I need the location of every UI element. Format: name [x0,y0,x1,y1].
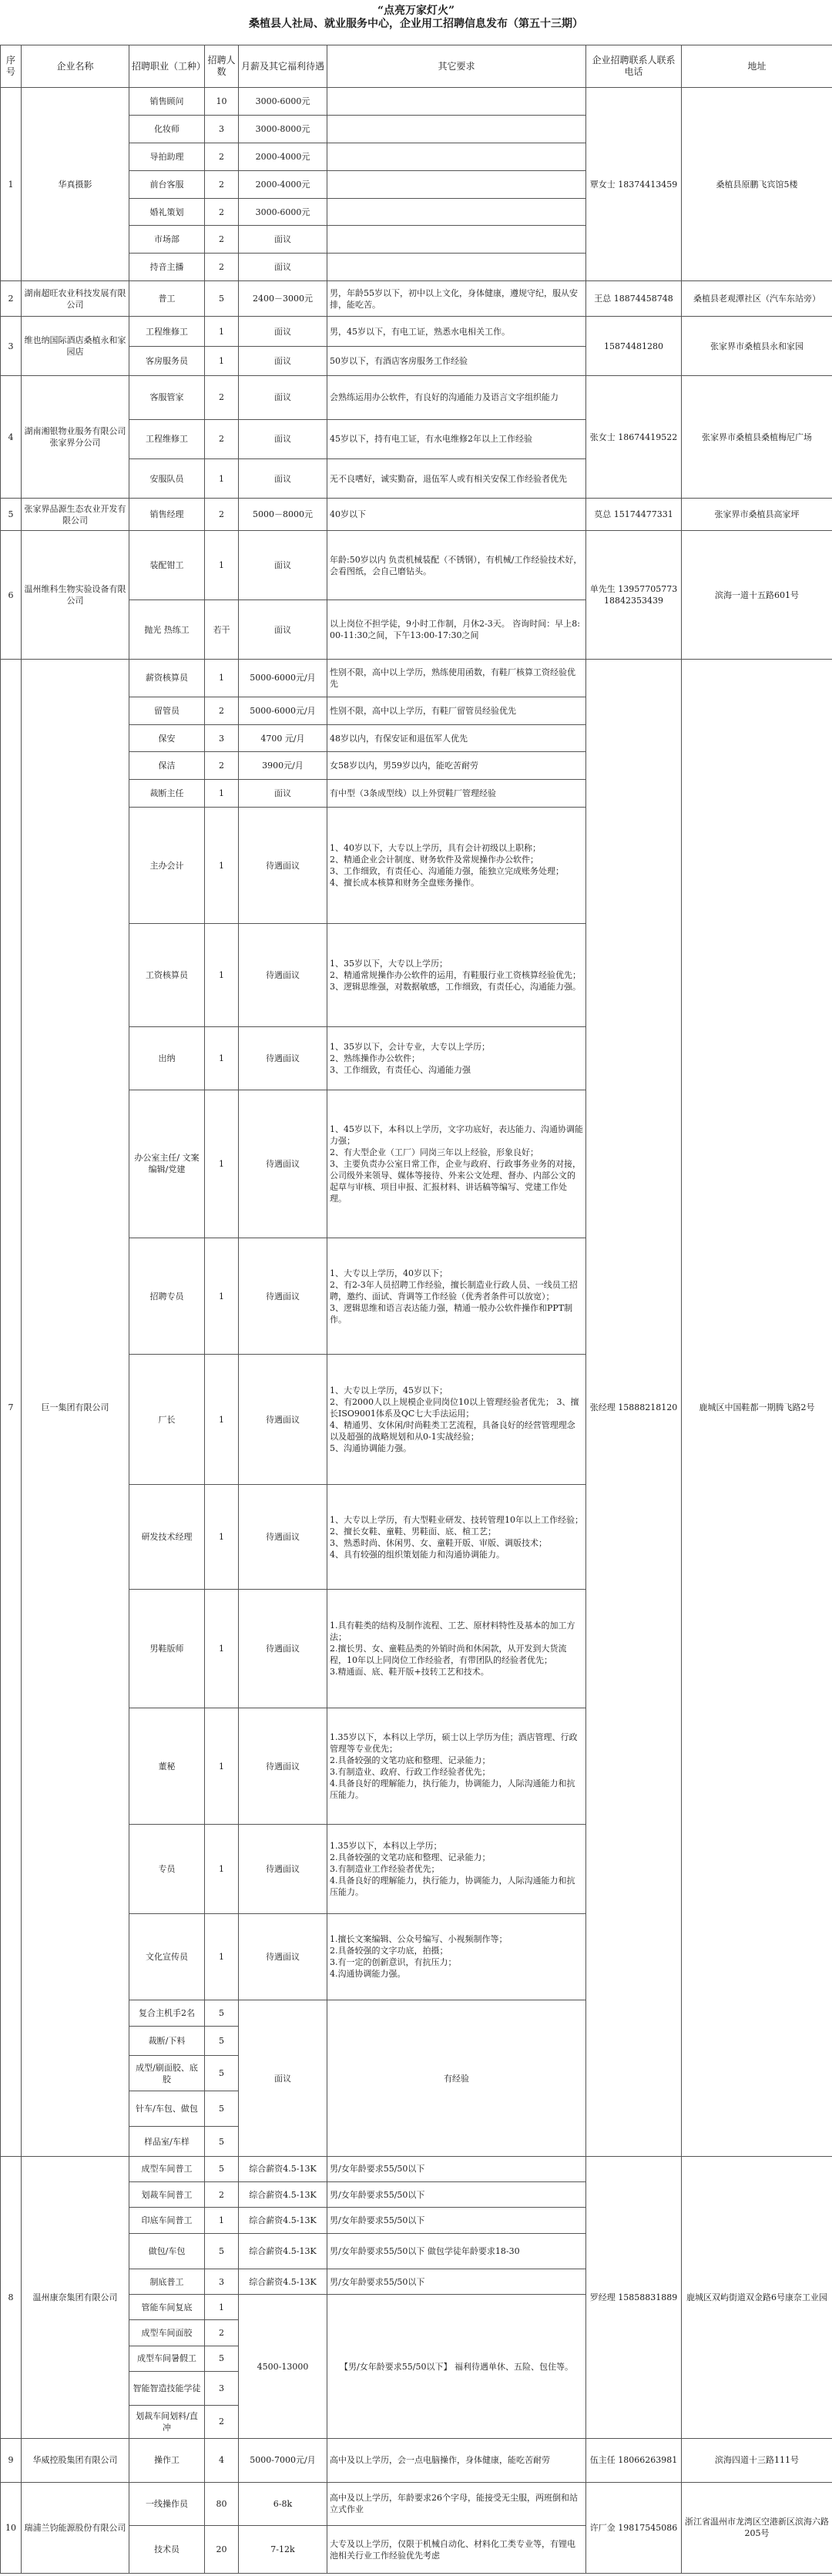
count-cell: 2 [205,697,239,724]
position-cell: 样品室/车样 [129,2127,205,2156]
company-seq: 8 [1,2156,22,2438]
requirements-cell: 1、大专以上学历，有大型鞋业研发、技转管理10年以上工作经验； 2、擅长女鞋、童鞋、男鞋面、底、楦工艺； 3、熟悉时尚、休闲男、女、童鞋开版、审版、调版技术； 4、具有较强的组织策划能力和沟通协调能力。 [327,1485,586,1590]
count-cell: 2 [205,170,239,198]
position-cell: 针车/车包、做包 [129,2091,205,2127]
salary-cell: 2400－3000元 [239,281,327,317]
address-cell: 滨海四道十三路111号 [682,2439,832,2482]
salary-cell: 待遇面议 [239,1026,327,1090]
company-seq: 6 [1,531,22,660]
position-cell: 办公室主任/ 文案编辑/党建 [129,1090,205,1238]
position-cell: 研发技术经理 [129,1485,205,1590]
company-seq: 4 [1,376,22,499]
company-seq: 5 [1,499,22,531]
salary-cell: 待遇面议 [239,1825,327,1913]
requirements-cell: 女58岁以内，男59岁以内，能吃苦耐劳 [327,752,586,780]
count-cell: 2 [205,752,239,780]
count-cell: 3 [205,2269,239,2294]
count-cell: 1 [205,1355,239,1485]
count-cell: 80 [205,2482,239,2525]
requirements-cell: 男，年龄55岁以下，初中以上文化，身体健康，遵规守纪，服从安排，能吃苦。 [327,281,586,317]
count-cell: 10 [205,88,239,116]
count-cell: 1 [205,346,239,375]
salary-cell: 面议 [239,317,327,346]
requirements-cell: 以上岗位不担学徒，9小时工作制，月休2-3天。 咨询时间：早上8:00-11:30之间，下午13:00-17:30之间 [327,600,586,660]
contact-cell: 罗经理 15858831889 [586,2156,682,2438]
count-cell: 5 [205,2156,239,2181]
salary-cell: 综合薪资4.5-13K [239,2182,327,2208]
requirements-cell: 性别不限，高中以上学历，有鞋厂留管员经验优先 [327,697,586,724]
requirements-cell [327,88,586,116]
count-cell: 2 [205,419,239,458]
requirements-cell: 男/女年龄要求55/50以下 [327,2182,586,2208]
header-position: 招聘职业（工种） [129,45,205,88]
company-seq: 2 [1,281,22,317]
requirements-cell: 男/女年龄要求55/50以下 [327,2156,586,2181]
salary-cell: 待遇面议 [239,1708,327,1825]
contact-cell: 莫总 15174477331 [586,499,682,531]
position-cell: 主办会计 [129,808,205,924]
header-count: 招聘人数 [205,45,239,88]
position-cell: 成型车间暑假工 [129,2346,205,2371]
contact-cell: 覃女士 18374413459 [586,88,682,281]
position-cell: 划裁车间普工 [129,2182,205,2208]
requirements-cell: 1、35岁以下，大专以上学历； 2、精通常规操作办公软件的运用，有鞋服行业工资核算经验优先； 3、逻辑思维强，对数据敏感，工作细致，有责任心，沟通能力强。 [327,924,586,1026]
count-cell: 1 [205,1485,239,1590]
position-cell: 做包/车包 [129,2233,205,2269]
header-seq: 序号 [1,45,22,88]
salary-cell: 2000-4000元 [239,170,327,198]
count-cell: 5 [205,281,239,317]
salary-cell: 4700 元/月 [239,724,327,752]
title-line-2: 桑植县人社局、就业服务中心，企业用工招聘信息发布（第五十三期） [249,18,583,30]
address-cell: 张家界市桑植县桑植梅尼广场 [682,376,832,499]
requirements-cell: 45岁以下，持有电工证，有水电维修2年以上工作经验 [327,419,586,458]
salary-cell: 待遇面议 [239,808,327,924]
requirements-cell: 40岁以下 [327,499,586,531]
company-name: 湖南湘银物业服务有限公司张家界分公司 [22,376,129,499]
position-cell: 文化宣传员 [129,1913,205,2000]
position-cell: 导拍助理 [129,143,205,170]
address-cell: 鹿城区双屿街道双金路6号康奈工业园 [682,2156,832,2438]
header-company: 企业名称 [22,45,129,88]
position-cell: 客服管家 [129,376,205,419]
contact-cell: 伍主任 18066263981 [586,2439,682,2482]
position-cell: 出纳 [129,1026,205,1090]
count-cell: 1 [205,1026,239,1090]
salary-cell: 6-8k [239,2482,327,2525]
count-cell: 2 [205,143,239,170]
requirements-cell: 年龄:50岁以内 负责机械装配（不锈钢），有机械/工作经验技术好，会看图纸，会自己磨钻头。 [327,531,586,600]
requirements-cell [327,254,586,281]
count-cell: 5 [205,2091,239,2127]
count-cell: 1 [205,2295,239,2320]
count-cell: 若干 [205,600,239,660]
count-cell: 1 [205,1825,239,1913]
salary-cell: 综合薪资4.5-13K [239,2233,327,2269]
count-cell: 1 [205,808,239,924]
count-cell: 1 [205,531,239,600]
count-cell: 2 [205,198,239,226]
requirements-cell: 1.35岁以下，本科以上学历，硕士以上学历为佳；酒店管理、行政管理等专业优先； 2.具备较强的文笔功底和整理、记录能力； 3.有制造业、政府、行政工作经验者优先； 4.具备良好的理解能力，执行能力，协调能力，人际沟通能力和抗压能力。 [327,1708,586,1825]
salary-cell: 待遇面议 [239,1590,327,1708]
requirements-cell: 高中及以上学历，年龄要求26个字母，能接受无尘服，两班倒和站立式作业 [327,2482,586,2525]
requirements-cell [327,226,586,254]
salary-cell: 面议 [239,458,327,498]
table-row [1,2482,832,2525]
address-cell: 张家界市桑植县高家坪 [682,499,832,531]
count-cell: 5 [205,2056,239,2091]
requirements-cell [327,170,586,198]
recruitment-table [0,45,832,2574]
requirements-cell: 男/女年龄要求55/50以下 [327,2269,586,2294]
salary-cell: 3000-6000元 [239,88,327,116]
salary-cell: 4500-13000 [239,2295,327,2439]
position-cell: 销售顾问 [129,88,205,116]
table-row [1,2439,832,2482]
position-cell: 成型车间普工 [129,2156,205,2181]
contact-cell: 王总 18874458748 [586,281,682,317]
position-cell: 印底车间普工 [129,2208,205,2233]
count-cell: 1 [205,780,239,808]
count-cell: 1 [205,1708,239,1825]
salary-cell: 7-12k [239,2526,327,2574]
position-cell: 划裁车间划料/直冲 [129,2405,205,2439]
position-cell: 复合主机手2名 [129,2000,205,2026]
salary-cell: 5000-6000元/月 [239,697,327,724]
title-line-1: “点亮万家灯火” [377,5,455,17]
count-cell: 5 [205,2026,239,2055]
company-name: 华真摄影 [22,88,129,281]
position-cell: 厂长 [129,1355,205,1485]
position-cell: 智能智造技能学徒 [129,2372,205,2406]
contact-cell: 15874481280 [586,317,682,376]
position-cell: 裁断/下料 [129,2026,205,2055]
salary-cell: 综合薪资4.5-13K [239,2208,327,2233]
position-cell: 留管员 [129,697,205,724]
address-cell: 滨海一道十五路601号 [682,531,832,660]
position-cell: 客房服务员 [129,346,205,375]
salary-cell: 待遇面议 [239,924,327,1026]
company-name: 维也纳国际酒店桑植永和家园店 [22,317,129,376]
address-cell: 浙江省温州市龙湾区空港新区滨海六路205号 [682,2482,832,2573]
requirements-cell: 无不良嗜好，诚实勤奋，退伍军人或有相关安保工作经验者优先 [327,458,586,498]
company-seq: 9 [1,2439,22,2482]
position-cell: 男鞋版师 [129,1590,205,1708]
table-row [1,2156,832,2181]
count-cell: 1 [205,1590,239,1708]
salary-cell: 5000-6000元/月 [239,660,327,697]
salary-cell: 待遇面议 [239,1090,327,1238]
salary-cell: 面议 [239,254,327,281]
header-salary: 月薪及其它福利待遇 [239,45,327,88]
company-seq: 1 [1,88,22,281]
count-cell: 1 [205,1090,239,1238]
count-cell: 5 [205,2127,239,2156]
position-cell: 保洁 [129,752,205,780]
requirements-cell: 大专及以上学历，仅限于机械自动化、材料化工类专业等，有锂电池相关行业工作经验优先考虑 [327,2526,586,2574]
requirements-cell: 1、35岁以下，会计专业，大专以上学历； 2、熟练操作办公软件； 3、工作细致，有责任心、沟通能力强 [327,1026,586,1090]
position-cell: 操作工 [129,2439,205,2482]
requirements-cell: 有经验 [327,2000,586,2156]
company-name: 瑞浦兰钧能源股份有限公司 [22,2482,129,2573]
salary-cell: 面议 [239,531,327,600]
contact-cell: 单先生 13957705773 18842353439 [586,531,682,660]
requirements-cell: 性别不限，高中以上学历，熟练使用函数，有鞋厂核算工资经验优先 [327,660,586,697]
requirements-cell: 男/女年龄要求55/50以下 做包学徒年龄要求18-30 [327,2233,586,2269]
count-cell: 2 [205,2405,239,2439]
header-address: 地址 [682,45,832,88]
count-cell: 3 [205,115,239,143]
count-cell: 2 [205,2320,239,2346]
requirements-cell: 48岁以内，有保安证和退伍军人优先 [327,724,586,752]
position-cell: 安服队员 [129,458,205,498]
requirements-cell: 1、大专以上学历，40岁以下； 2、有2-3年人员招聘工作经验，擅长制造业行政人员、一线员工招聘，邀约、面试、背调等工作经验（优秀者条件可以放宽）； 3、逻辑思维和语言表达能力强，精通一般办公软件操作和PPT制作。 [327,1238,586,1354]
count-cell: 4 [205,2439,239,2482]
count-cell: 1 [205,924,239,1026]
salary-cell: 面议 [239,780,327,808]
count-cell: 2 [205,499,239,531]
position-cell: 招聘专员 [129,1238,205,1354]
salary-cell: 面议 [239,2000,327,2156]
count-cell: 5 [205,2233,239,2269]
table-row [1,281,832,317]
requirements-cell: 50岁以下，有酒店客房服务工作经验 [327,346,586,375]
requirements-cell [327,198,586,226]
count-cell: 3 [205,2372,239,2406]
table-row [1,531,832,600]
company-name: 华威控股集团有限公司 [22,2439,129,2482]
count-cell: 1 [205,1238,239,1354]
requirements-cell: 男，45岁以下，有电工证，熟悉水电相关工作。 [327,317,586,346]
table-row [1,376,832,419]
position-cell: 专员 [129,1825,205,1913]
table-row [1,317,832,346]
address-cell: 桑植县原鹏飞宾馆5楼 [682,88,832,281]
requirements-cell: 1.35岁以下，本科以上学历； 2.具备较强的文笔功底和整理、记录能力； 3.有制造业工作经验者优先； 4.具备良好的理解能力，执行能力，协调能力，人际沟通能力和抗压能力。 [327,1825,586,1913]
position-cell: 持音主播 [129,254,205,281]
salary-cell: 3000-6000元 [239,198,327,226]
table-row [1,499,832,531]
requirements-cell: 1、大专以上学历，45岁以下； 2、有2000人以上规模企业同岗位10以上管理经验者优先； 3、擅长ISO9001体系及QC七大手法运用； 4、精通男、女休闲/时尚鞋类工艺流程，具备良好的经营管理理念以及超强的战略规划和从0-1实战经验； 5、沟通协调能力强。 [327,1355,586,1485]
company-name: 温州维科生物实验设备有限公司 [22,531,129,660]
salary-cell: 面议 [239,376,327,419]
salary-cell: 综合薪资4.5-13K [239,2156,327,2181]
position-cell: 婚礼策划 [129,198,205,226]
requirements-cell [327,115,586,143]
salary-cell: 待遇面议 [239,1238,327,1354]
salary-cell: 面议 [239,226,327,254]
position-cell: 保安 [129,724,205,752]
requirements-cell: 1.擅长文案编辑、公众号编写、小视频制作等； 2.具备较强的文字功底，拍摄； 3.有一定的创新意识，有抗压力； 4.沟通协调能力强。 [327,1913,586,2000]
contact-cell: 张经理 15888218120 [586,660,682,2157]
count-cell: 1 [205,2208,239,2233]
count-cell: 1 [205,317,239,346]
company-seq: 7 [1,660,22,2157]
count-cell: 3 [205,724,239,752]
table-header-row [1,45,832,88]
company-name: 湖南超旺农业科技发展有限公司 [22,281,129,317]
count-cell: 1 [205,660,239,697]
count-cell: 2 [205,2182,239,2208]
count-cell: 5 [205,2000,239,2026]
position-cell: 一线操作员 [129,2482,205,2525]
count-cell: 1 [205,458,239,498]
position-cell: 前台客服 [129,170,205,198]
position-cell: 裁断主任 [129,780,205,808]
company-seq: 10 [1,2482,22,2573]
address-cell: 桑植县老观潭社区（汽车东站旁） [682,281,832,317]
company-name: 温州康奈集团有限公司 [22,2156,129,2438]
salary-cell: 待遇面议 [239,1355,327,1485]
position-cell: 普工 [129,281,205,317]
company-seq: 3 [1,317,22,376]
salary-cell: 5000－8000元 [239,499,327,531]
salary-cell: 2000-4000元 [239,143,327,170]
position-cell: 工程维修工 [129,317,205,346]
position-cell: 制底普工 [129,2269,205,2294]
requirements-cell [327,143,586,170]
address-cell: 张家界市桑植县永和家园 [682,317,832,376]
contact-cell: 许厂金 19817545086 [586,2482,682,2573]
header-contact: 企业招聘联系人联系电话 [586,45,682,88]
requirements-cell: 1.具有鞋类的结构及制作流程、工艺、原材料特性及基本的加工方法； 2.擅长男、女、童鞋品类的外销时尚和休闲款，从开发到大货流程，10年以上同岗位工作经验者，有带团队的经验者优先； 3.精通面、底、鞋开版+技转工艺和技术。 [327,1590,586,1708]
salary-cell: 面议 [239,600,327,660]
position-cell: 成型车间面胶 [129,2320,205,2346]
position-cell: 管能车间复底 [129,2295,205,2320]
position-cell: 成型/刷面胶、底胶 [129,2056,205,2091]
position-cell: 市场部 [129,226,205,254]
salary-cell: 面议 [239,346,327,375]
position-cell: 董秘 [129,1708,205,1825]
salary-cell: 待遇面议 [239,1485,327,1590]
position-cell: 工程维修工 [129,419,205,458]
salary-cell: 3900元/月 [239,752,327,780]
requirements-cell: 【男/女年龄要求55/50以下】 福利待遇单休、五险、包住等。 [327,2295,586,2439]
header-requirements: 其它要求 [327,45,586,88]
salary-cell: 待遇面议 [239,1913,327,2000]
position-cell: 工资核算员 [129,924,205,1026]
count-cell: 5 [205,2346,239,2371]
requirements-cell: 有中型（3条成型线）以上外贸鞋厂管理经验 [327,780,586,808]
count-cell: 2 [205,376,239,419]
count-cell: 2 [205,254,239,281]
count-cell: 20 [205,2526,239,2574]
company-name: 巨一集团有限公司 [22,660,129,2157]
salary-cell: 综合薪资4.5-13K [239,2269,327,2294]
salary-cell: 3000-8000元 [239,115,327,143]
position-cell: 装配钳工 [129,531,205,600]
position-cell: 薪资核算员 [129,660,205,697]
salary-cell: 面议 [239,419,327,458]
position-cell: 化妆师 [129,115,205,143]
table-row [1,660,832,697]
position-cell: 技术员 [129,2526,205,2574]
document-title [0,0,832,43]
requirements-cell: 会熟练运用办公软件，有良好的沟通能力及语言文字组织能力 [327,376,586,419]
position-cell: 销售经理 [129,499,205,531]
address-cell: 鹿城区中国鞋都一期腾飞路2号 [682,660,832,2157]
company-name: 张家界品源生态农业开发有限公司 [22,499,129,531]
contact-cell: 张女士 18674419522 [586,376,682,499]
requirements-cell: 高中及以上学历，会一点电脑操作，身体健康，能吃苦耐劳 [327,2439,586,2482]
count-cell: 2 [205,226,239,254]
requirements-cell: 男/女年龄要求55/50以下 [327,2208,586,2233]
count-cell: 1 [205,1913,239,2000]
table-row [1,88,832,116]
salary-cell: 5000-7000元/月 [239,2439,327,2482]
requirements-cell: 1、40岁以下，大专以上学历，具有会计初级以上职称； 2、精通企业会计制度、财务软件及常规操作办公软件； 3、工作细致，有责任心、沟通能力强，能独立完成账务处理； 4、擅长成本核算和财务全盘账务操作。 [327,808,586,924]
requirements-cell: 1、45岁以下，本科以上学历，文字功底好，表达能力、沟通协调能力强； 2、有大型企业（工厂）同岗三年以上经验，形象良好； 3、主要负责办公室日常工作，企业与政府、行政事务业务的对接，公司级外来领导、媒体等接待、外来公文处理、督办、内部公文的起草与审核、项目申报、汇报材料、讲话稿等编写、党建工作处理。 [327,1090,586,1238]
position-cell: 抛光 热练工 [129,600,205,660]
